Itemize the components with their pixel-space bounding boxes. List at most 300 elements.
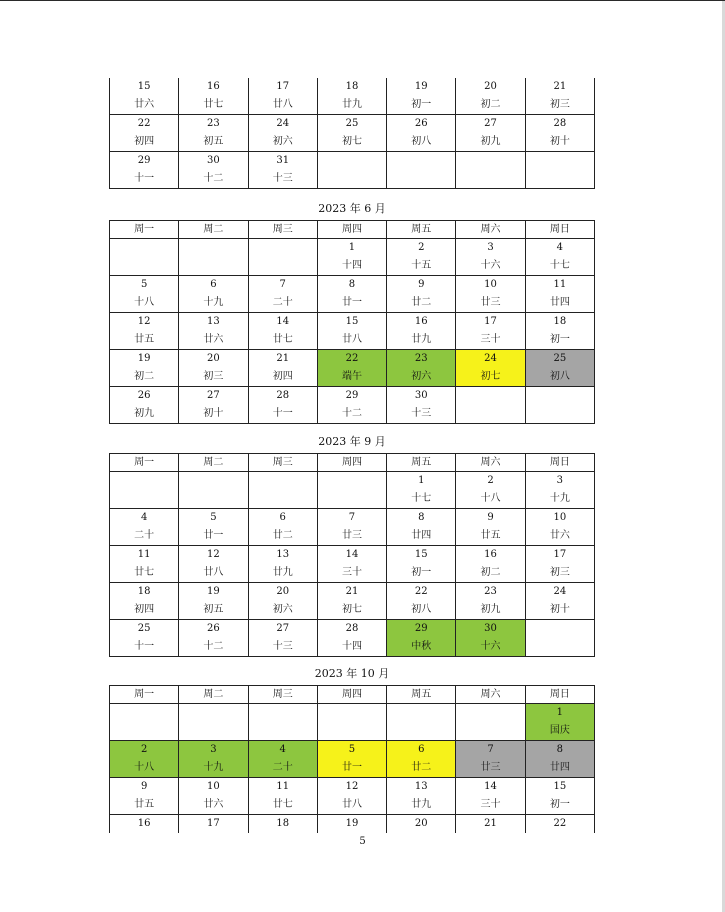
weekday-header: 周五	[387, 454, 456, 472]
day-cell	[456, 704, 525, 741]
day-number: 10	[553, 512, 567, 523]
lunar-date: 三十	[341, 567, 362, 578]
day-number: 21	[484, 818, 497, 829]
day-number: 4	[556, 242, 564, 253]
day-cell	[248, 620, 317, 657]
day-cell	[179, 509, 248, 546]
week-row	[110, 472, 595, 509]
day-cell	[317, 115, 386, 152]
week-row	[110, 78, 595, 115]
lunar-date: 初十	[549, 136, 570, 147]
day-cell	[248, 472, 317, 509]
day-cell	[110, 350, 179, 387]
week-row	[110, 509, 595, 546]
day-cell	[110, 741, 179, 778]
lunar-date: 十七	[549, 260, 570, 271]
lunar-date: 十二	[203, 641, 224, 652]
day-number: 23	[207, 118, 220, 129]
day-number: 23	[484, 586, 497, 597]
day-cell	[317, 583, 386, 620]
weekday-header: 周日	[525, 454, 594, 472]
day-cell	[248, 815, 317, 834]
day-number: 9	[140, 781, 148, 792]
day-number: 11	[553, 279, 567, 290]
day-number: 8	[556, 744, 564, 755]
day-number: 31	[276, 155, 290, 166]
lunar-date: 初四	[134, 136, 155, 147]
lunar-date: 廿六	[203, 334, 224, 345]
day-cell	[317, 313, 386, 350]
lunar-date	[249, 490, 317, 508]
weekday-header: 周二	[179, 221, 248, 239]
day-cell	[525, 583, 594, 620]
day-cell	[179, 741, 248, 778]
lunar-date: 初二	[134, 371, 155, 382]
week-row	[110, 350, 595, 387]
day-cell	[387, 620, 456, 657]
day-number: 27	[276, 623, 290, 634]
lunar-date: 廿九	[341, 99, 362, 110]
day-cell	[387, 387, 456, 424]
lunar-date: 初六	[272, 136, 293, 147]
lunar-date: 廿八	[203, 567, 224, 578]
day-number: 19	[414, 81, 428, 92]
day-number: 10	[207, 781, 220, 792]
day-number	[456, 152, 524, 170]
day-cell	[317, 509, 386, 546]
lunar-date	[318, 490, 386, 508]
day-number: 26	[207, 623, 220, 634]
day-number: 22	[137, 118, 151, 129]
day-cell	[110, 115, 179, 152]
day-cell	[110, 387, 179, 424]
day-cell	[110, 239, 179, 276]
day-number: 12	[207, 549, 220, 560]
day-number: 8	[418, 512, 425, 523]
weekday-header: 周六	[456, 686, 525, 704]
day-number: 6	[418, 744, 425, 755]
day-cell	[179, 778, 248, 815]
weekday-header: 周三	[248, 454, 317, 472]
day-number: 18	[137, 586, 151, 597]
day-number: 27	[207, 390, 220, 401]
calendar-october	[109, 685, 595, 833]
day-number: 2	[487, 475, 494, 486]
day-cell	[456, 741, 525, 778]
week-row-partial	[110, 815, 595, 834]
day-number: 17	[484, 316, 497, 327]
day-cell	[179, 583, 248, 620]
lunar-date: 初六	[272, 604, 293, 615]
lunar-date: 十九	[203, 762, 224, 773]
lunar-date: 廿四	[411, 530, 432, 541]
day-cell	[317, 741, 386, 778]
day-cell	[110, 276, 179, 313]
lunar-date: 二十	[272, 762, 293, 773]
month-title-october: 2023 年 10 月	[314, 667, 390, 680]
lunar-date: 廿七	[272, 334, 293, 345]
lunar-date: 十八	[480, 493, 501, 504]
weekday-header: 周三	[248, 221, 317, 239]
lunar-date: 廿五	[480, 530, 501, 541]
lunar-date: 初三	[203, 371, 224, 382]
day-number	[179, 704, 247, 722]
week-row	[110, 620, 595, 657]
weekday-header: 周三	[248, 686, 317, 704]
lunar-date: 中秋	[411, 641, 432, 652]
day-cell	[248, 583, 317, 620]
week-row	[110, 704, 595, 741]
day-number	[249, 239, 317, 257]
day-number: 28	[345, 623, 359, 634]
lunar-date: 初五	[203, 136, 224, 147]
lunar-date	[526, 638, 594, 656]
lunar-date: 初十	[549, 604, 570, 615]
day-number: 2	[140, 744, 148, 755]
lunar-date	[249, 722, 317, 740]
lunar-date: 廿三	[480, 297, 501, 308]
day-cell	[317, 620, 386, 657]
day-cell	[248, 741, 317, 778]
calendar-table-may	[109, 78, 595, 189]
day-number: 4	[140, 512, 148, 523]
weekday-header: 周日	[525, 686, 594, 704]
day-cell	[387, 115, 456, 152]
day-number: 7	[348, 512, 356, 523]
day-number: 15	[553, 781, 567, 792]
day-cell	[110, 78, 179, 115]
calendar-may-tail	[109, 78, 595, 189]
day-cell	[110, 778, 179, 815]
weekday-header-row	[110, 454, 595, 472]
day-cell	[248, 276, 317, 313]
lunar-date: 初一	[411, 99, 432, 110]
day-cell	[179, 115, 248, 152]
day-cell	[525, 778, 594, 815]
day-cell	[525, 472, 594, 509]
weekday-header: 周五	[387, 686, 456, 704]
day-number	[318, 472, 386, 490]
day-number: 12	[137, 316, 151, 327]
day-number: 19	[345, 818, 359, 829]
lunar-date: 初九	[480, 136, 501, 147]
calendar-september	[109, 453, 595, 657]
lunar-date: 初一	[549, 799, 570, 810]
day-number	[110, 472, 178, 490]
day-cell	[456, 239, 525, 276]
day-cell	[110, 583, 179, 620]
day-number: 12	[345, 781, 359, 792]
lunar-date: 三十	[480, 799, 501, 810]
day-number: 13	[276, 549, 290, 560]
day-number: 17	[276, 81, 290, 92]
lunar-date	[526, 405, 594, 423]
day-number	[526, 620, 594, 638]
lunar-date: 廿七	[134, 567, 155, 578]
lunar-date: 十一	[272, 408, 293, 419]
lunar-date: 廿六	[549, 530, 570, 541]
day-cell	[387, 276, 456, 313]
day-cell	[179, 704, 248, 741]
weekday-header: 周四	[317, 454, 386, 472]
lunar-date: 初九	[134, 408, 155, 419]
day-cell	[387, 704, 456, 741]
day-number	[179, 472, 247, 490]
day-cell	[179, 276, 248, 313]
day-cell	[456, 387, 525, 424]
lunar-date: 廿七	[272, 799, 293, 810]
day-cell	[179, 472, 248, 509]
day-number: 1	[556, 707, 564, 718]
day-number: 17	[553, 549, 567, 560]
week-row	[110, 276, 595, 313]
week-row	[110, 778, 595, 815]
day-cell	[179, 546, 248, 583]
day-number: 15	[137, 81, 151, 92]
weekday-header: 周日	[525, 221, 594, 239]
lunar-date: 国庆	[549, 725, 570, 736]
lunar-date: 十四	[341, 641, 362, 652]
day-number: 16	[137, 818, 151, 829]
day-number: 15	[345, 316, 359, 327]
day-number: 9	[418, 279, 425, 290]
day-number: 19	[137, 353, 151, 364]
day-cell	[110, 546, 179, 583]
week-row	[110, 152, 595, 189]
day-cell	[317, 778, 386, 815]
day-number: 22	[414, 586, 428, 597]
day-number: 14	[484, 781, 497, 792]
day-number: 28	[276, 390, 290, 401]
lunar-date: 二十	[134, 530, 155, 541]
day-cell	[317, 276, 386, 313]
day-cell	[525, 704, 594, 741]
day-number	[249, 704, 317, 722]
day-cell	[317, 815, 386, 834]
day-number: 24	[276, 118, 290, 129]
week-row	[110, 239, 595, 276]
lunar-date: 廿一	[341, 762, 362, 773]
day-cell	[110, 152, 179, 189]
day-cell	[525, 509, 594, 546]
day-number: 13	[207, 316, 220, 327]
day-number	[249, 472, 317, 490]
day-number: 7	[279, 279, 286, 290]
calendar-table-october	[109, 685, 595, 833]
lunar-date: 初八	[549, 371, 570, 382]
lunar-date: 端午	[341, 371, 362, 382]
lunar-date: 廿二	[411, 762, 432, 773]
day-number: 5	[348, 744, 356, 755]
lunar-date: 十四	[341, 260, 362, 271]
lunar-date: 十一	[134, 173, 155, 184]
lunar-date: 初七	[480, 371, 501, 382]
day-cell	[179, 387, 248, 424]
day-number: 30	[414, 390, 428, 401]
day-number: 24	[553, 586, 567, 597]
lunar-date: 初二	[480, 99, 501, 110]
weekday-header-row	[110, 686, 595, 704]
day-number: 3	[210, 744, 217, 755]
day-number: 29	[137, 155, 151, 166]
day-number: 5	[140, 279, 148, 290]
day-number: 18	[345, 81, 359, 92]
day-cell	[456, 509, 525, 546]
day-number: 9	[487, 512, 494, 523]
week-row	[110, 583, 595, 620]
day-number: 25	[137, 623, 151, 634]
day-cell	[179, 152, 248, 189]
lunar-date: 初七	[341, 136, 362, 147]
calendar-june	[109, 220, 595, 424]
day-number: 28	[553, 118, 567, 129]
day-cell	[387, 313, 456, 350]
day-number: 14	[276, 316, 290, 327]
day-cell	[456, 152, 525, 189]
day-number: 24	[484, 353, 497, 364]
day-number: 14	[345, 549, 359, 560]
day-cell	[525, 152, 594, 189]
lunar-date: 初七	[341, 604, 362, 615]
lunar-date: 十二	[341, 408, 362, 419]
lunar-date: 廿四	[549, 762, 570, 773]
day-number: 29	[345, 390, 359, 401]
lunar-date: 十八	[134, 297, 155, 308]
lunar-date	[387, 170, 455, 188]
day-number	[387, 152, 455, 170]
day-cell	[317, 350, 386, 387]
day-number	[318, 152, 386, 170]
day-cell	[525, 546, 594, 583]
day-cell	[317, 239, 386, 276]
weekday-header: 周一	[110, 221, 179, 239]
week-row	[110, 741, 595, 778]
lunar-date: 初三	[549, 567, 570, 578]
weekday-header: 周四	[317, 686, 386, 704]
lunar-date	[110, 490, 178, 508]
day-number: 20	[414, 818, 428, 829]
lunar-date	[456, 405, 524, 423]
weekday-header: 周二	[179, 686, 248, 704]
day-cell	[110, 509, 179, 546]
day-number: 29	[414, 623, 428, 634]
week-row	[110, 115, 595, 152]
day-cell	[387, 78, 456, 115]
month-title-june: 2023 年 6 月	[318, 202, 386, 215]
day-cell	[456, 78, 525, 115]
day-number: 23	[414, 353, 428, 364]
lunar-date: 十一	[134, 641, 155, 652]
day-number	[526, 387, 594, 405]
lunar-date	[318, 170, 386, 188]
day-cell	[248, 387, 317, 424]
day-cell	[248, 115, 317, 152]
day-cell	[317, 152, 386, 189]
lunar-date: 初二	[480, 567, 501, 578]
day-number: 3	[556, 475, 564, 486]
day-number: 1	[418, 475, 425, 486]
day-number: 22	[553, 818, 567, 829]
lunar-date: 廿一	[341, 297, 362, 308]
day-cell	[387, 815, 456, 834]
day-number: 30	[207, 155, 220, 166]
day-cell	[248, 778, 317, 815]
lunar-date	[526, 170, 594, 188]
day-cell	[387, 350, 456, 387]
lunar-date	[179, 490, 247, 508]
day-cell	[387, 741, 456, 778]
day-cell	[525, 313, 594, 350]
day-number	[179, 239, 247, 257]
lunar-date	[387, 722, 455, 740]
day-cell	[248, 546, 317, 583]
day-number	[318, 704, 386, 722]
day-cell	[179, 620, 248, 657]
day-cell	[179, 350, 248, 387]
day-number: 18	[276, 818, 290, 829]
lunar-date: 初十	[203, 408, 224, 419]
lunar-date: 廿九	[411, 799, 432, 810]
day-number: 13	[414, 781, 428, 792]
day-cell	[456, 546, 525, 583]
day-number: 27	[484, 118, 497, 129]
lunar-date: 廿九	[272, 567, 293, 578]
day-cell	[179, 78, 248, 115]
day-cell	[456, 313, 525, 350]
day-number: 21	[345, 586, 359, 597]
lunar-date	[179, 257, 247, 275]
day-cell	[525, 239, 594, 276]
lunar-date: 初八	[411, 604, 432, 615]
day-number: 7	[487, 744, 494, 755]
week-row	[110, 387, 595, 424]
lunar-date: 十九	[549, 493, 570, 504]
day-cell	[387, 472, 456, 509]
day-number: 25	[553, 353, 567, 364]
day-cell	[248, 152, 317, 189]
day-number	[456, 704, 524, 722]
day-cell	[525, 620, 594, 657]
day-cell	[248, 239, 317, 276]
day-cell	[110, 815, 179, 834]
day-number	[110, 704, 178, 722]
day-cell	[317, 546, 386, 583]
day-cell	[456, 620, 525, 657]
month-title-september: 2023 年 9 月	[318, 435, 386, 448]
day-cell	[248, 78, 317, 115]
day-cell	[110, 704, 179, 741]
lunar-date: 十九	[203, 297, 224, 308]
day-cell	[525, 387, 594, 424]
day-cell	[317, 704, 386, 741]
weekday-header: 周一	[110, 454, 179, 472]
day-cell	[456, 115, 525, 152]
lunar-date: 十三	[272, 173, 293, 184]
day-number: 16	[484, 549, 497, 560]
lunar-date: 初四	[272, 371, 293, 382]
lunar-date: 廿五	[134, 334, 155, 345]
day-number: 16	[414, 316, 428, 327]
lunar-date	[456, 170, 524, 188]
day-cell	[110, 620, 179, 657]
lunar-date: 十七	[411, 493, 432, 504]
lunar-date: 三十	[480, 334, 501, 345]
day-cell	[248, 313, 317, 350]
day-number: 17	[207, 818, 220, 829]
day-number	[456, 387, 524, 405]
lunar-date: 廿三	[480, 762, 501, 773]
lunar-date: 廿二	[411, 297, 432, 308]
